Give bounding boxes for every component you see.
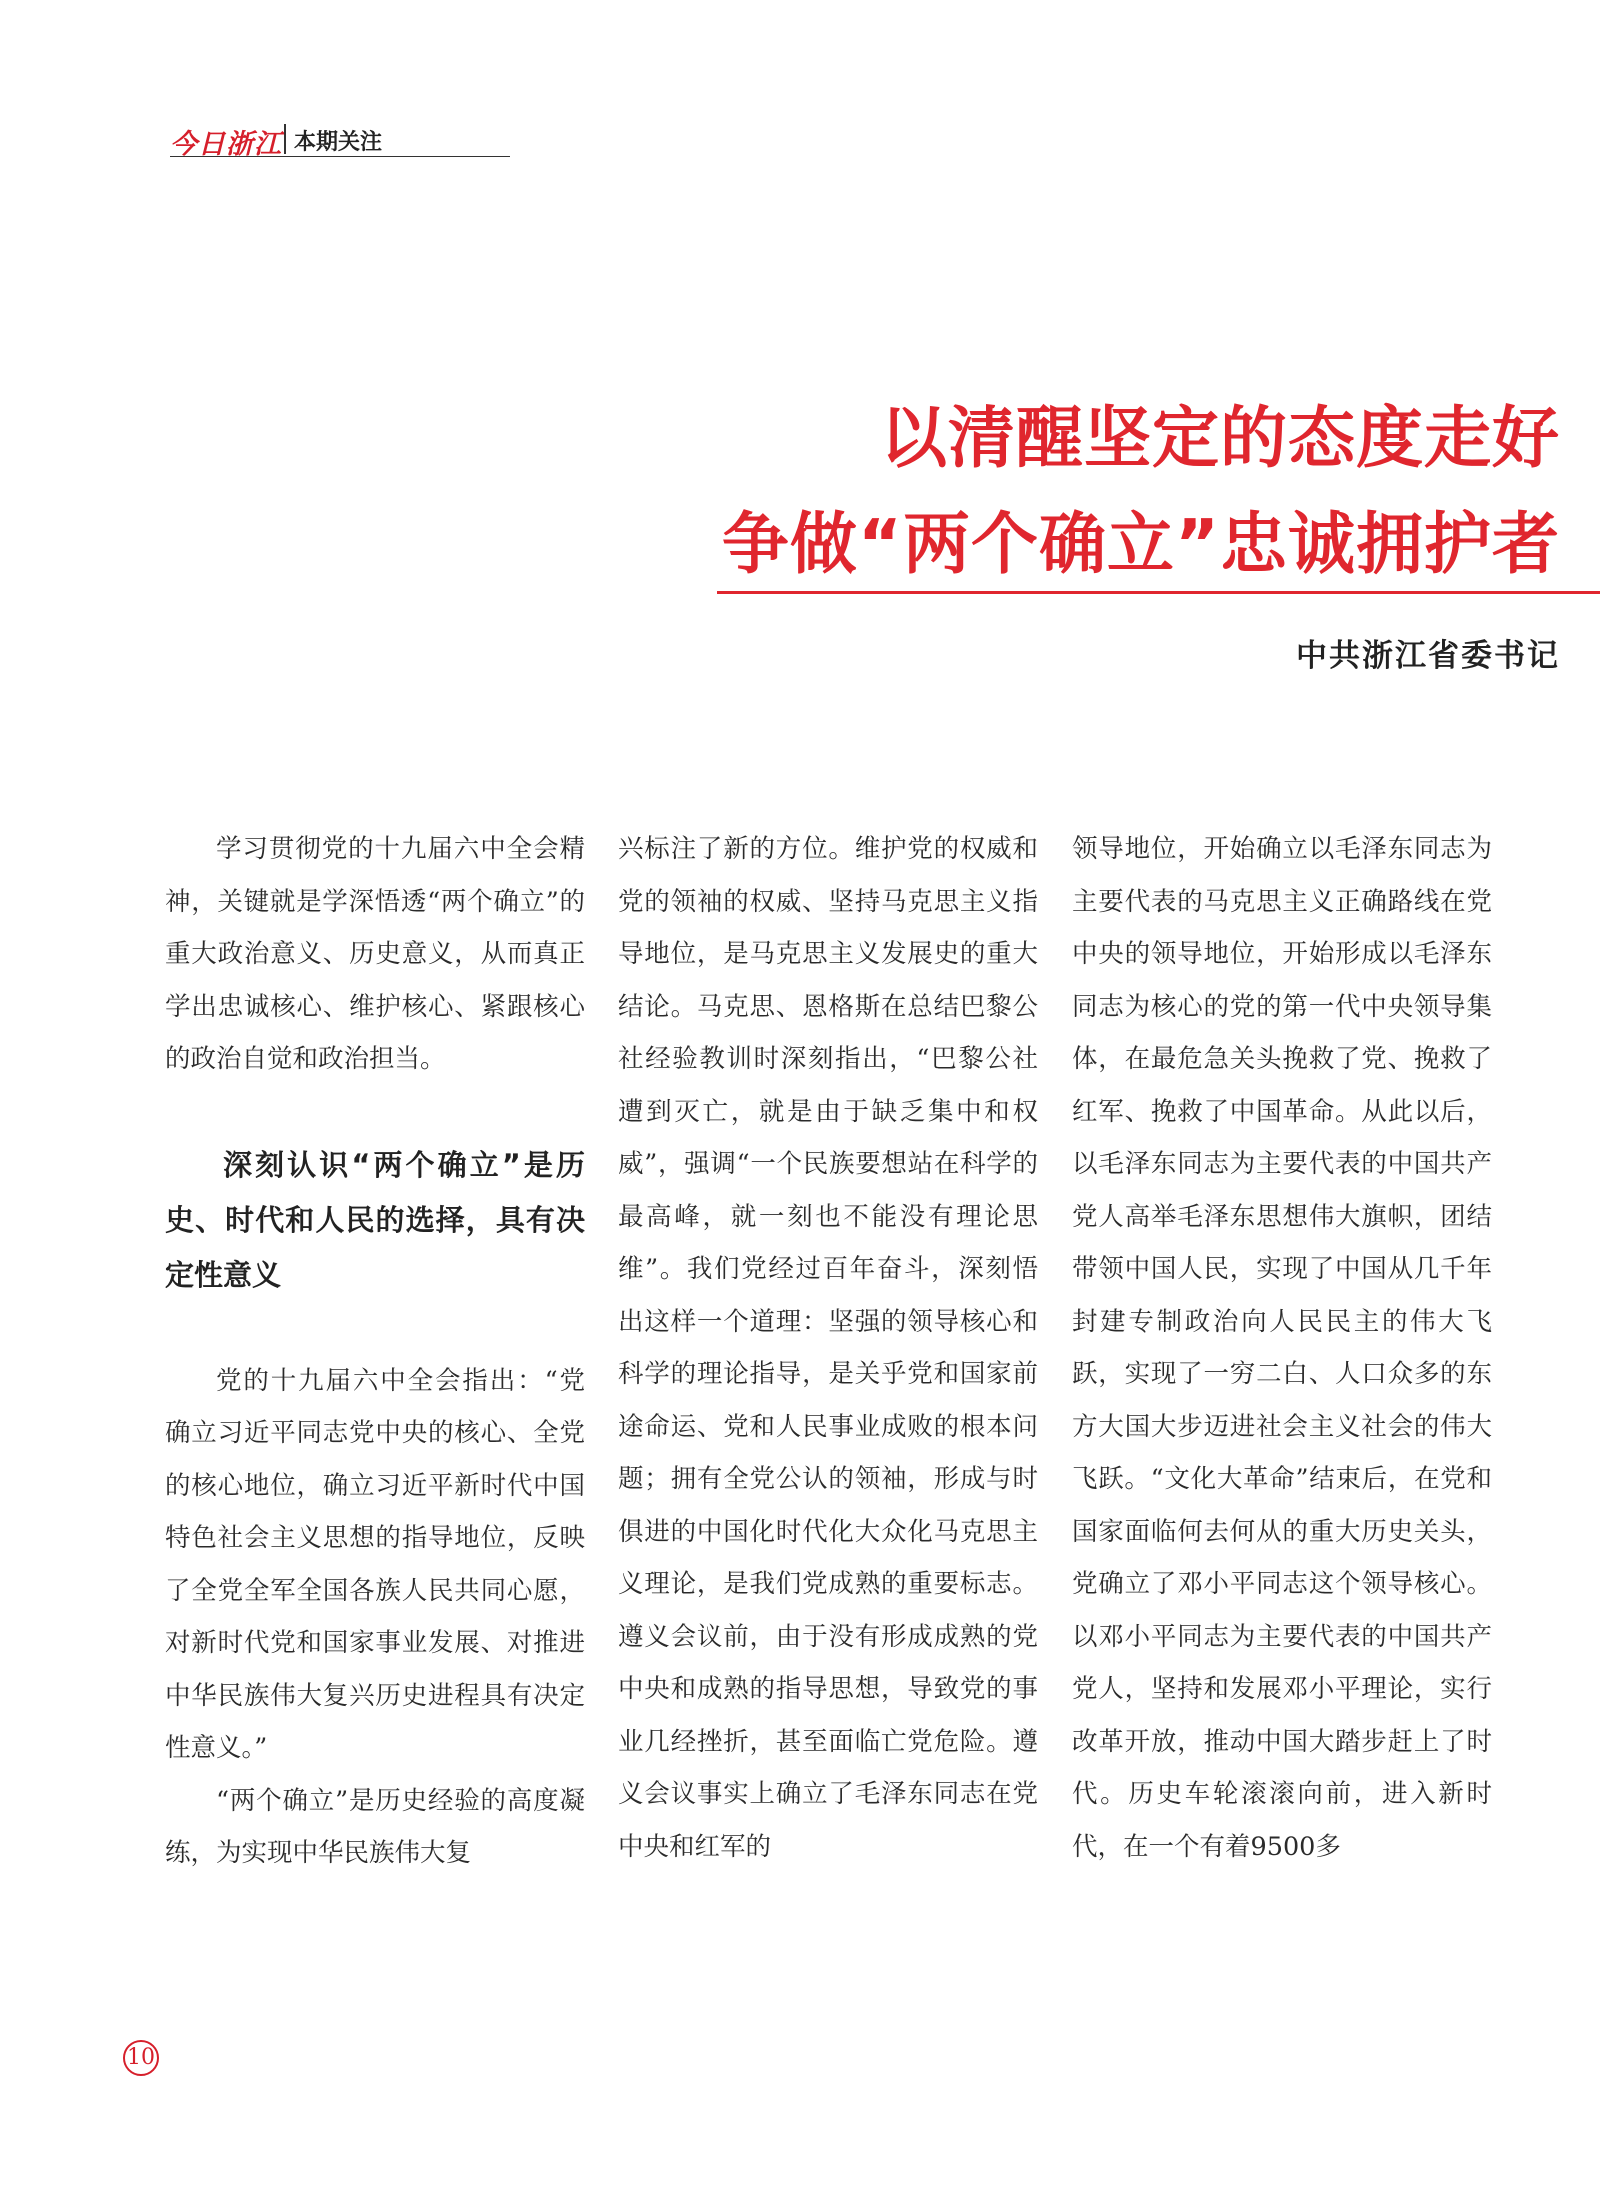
- title-line-2: 争做“两个确立”忠诚拥护者: [721, 505, 1560, 583]
- title-line-1: 以清醒坚定的态度走好: [880, 399, 1560, 477]
- magazine-logo: 今日浙江: [170, 129, 282, 160]
- text-column-1: [165, 823, 585, 1880]
- text-column-3: [1072, 823, 1492, 1873]
- paragraph: 学习贯彻党的十九届六中全会精神，关键就是学深悟透“两个确立”的重大政治意义、历史意义，从而真正学出忠诚核心、维护核心、紧跟核心的政治自觉和政治担当。: [165, 834, 585, 1074]
- paragraph: 党的十九届六中全会指出：“党确立习近平同志党中央的核心、全党的核心地位，确立习近平新时代中国特色社会主义思想的指导地位，反映了全党全军全国各族人民共同心愿，对新时代党和国家事业发展、对推进中华民族伟大复兴历史进程具有决定性意义。”: [165, 1365, 585, 1763]
- paragraph: 领导地位，开始确立以毛泽东同志为主要代表的马克思主义正确路线在党中央的领导地位，开始形成以毛泽东同志为核心的党的第一代中央领导集体，在最危急关头挽救了党、挽救了红军、挽救了中国革命。从此以后，以毛泽东同志为主要代表的中国共产党人高举毛泽东思想伟大旗帜，团结带领中国人民，实现了中国从几千年封建专制政治向人民民主的伟大飞跃，实现了一穷二白、人口众多的东方大国大步迈进社会主义社会的伟大飞跃。“文化大革命”结束后，在党和国家面临何去何从的重大历史关头，党确立了邓小平同志这个领导核心。以邓小平同志为主要代表的中国共产党人，坚持和发展邓小平理论，实行改革开放，推动中国大踏步赶上了时代。历史车轮滚滚向前，进入新时代，在一个有着9500多: [1072, 834, 1492, 1862]
- masthead: [170, 122, 510, 160]
- article-title: [460, 385, 1560, 597]
- section-label: 本期关注: [294, 130, 383, 155]
- paragraph: 兴标注了新的方位。维护党的权威和党的领袖的权威、坚持马克思主义指导地位，是马克思主义发展史的重大结论。马克思、恩格斯在总结巴黎公社经验教训时深刻指出，“巴黎公社遭到灭亡，就是由于缺乏集中和权威”，强调“一个民族要想站在科学的最高峰，就一刻也不能没有理论思维”。我们党经过百年奋斗，深刻悟出这样一个道理：坚强的领导核心和科学的理论指导，是关乎党和国家前途命运、党和人民事业成败的根本问题；拥有全党公认的领袖，形成与时俱进的中国化时代化大众化马克思主义理论，是我们党成熟的重要标志。遵义会议前，由于没有形成成熟的党中央和成熟的指导思想，导致党的事业几经挫折，甚至面临亡党危险。遵义会议事实上确立了毛泽东同志在党中央和红军的: [618, 834, 1038, 1862]
- author-byline: 中共浙江省委书记: [1296, 638, 1560, 674]
- page-number: 10: [123, 2040, 159, 2076]
- text-column-2: [618, 823, 1038, 1873]
- header-divider: [284, 124, 286, 154]
- title-rule: [717, 591, 1600, 594]
- section-heading: 深刻认识“两个确立”是历史、时代和人民的选择，具有决定性意义: [165, 1147, 585, 1292]
- paragraph: “两个确立”是历史经验的高度凝练，为实现中华民族伟大复: [165, 1785, 585, 1868]
